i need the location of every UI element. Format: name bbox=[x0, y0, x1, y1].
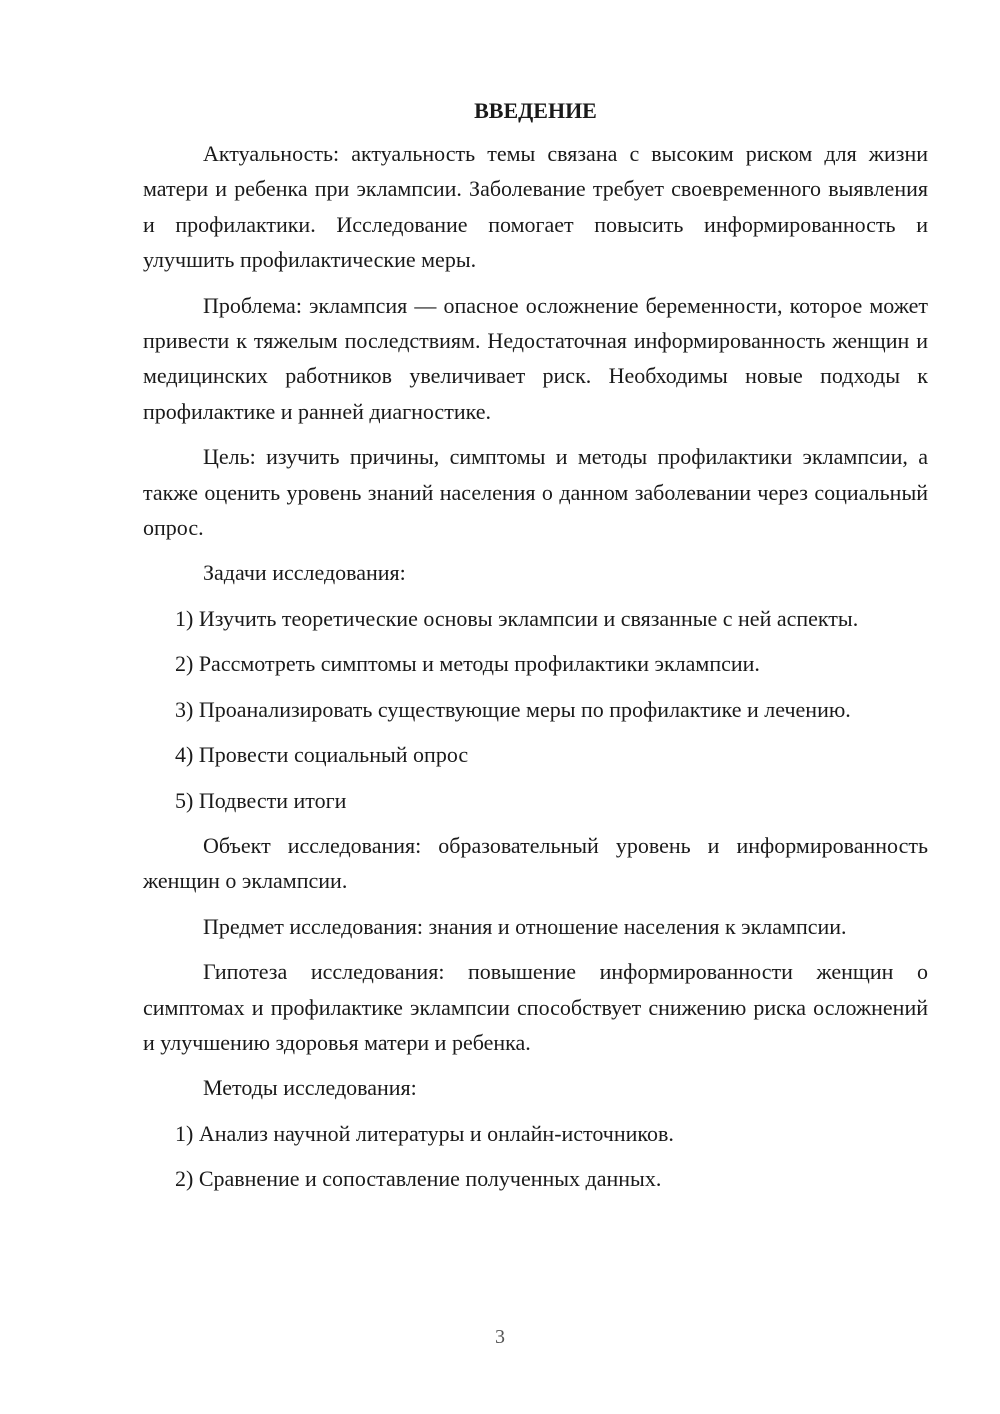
page-number: 3 bbox=[495, 1326, 505, 1348]
task-item-4: 4) Провести социальный опрос bbox=[175, 742, 469, 768]
paragraph-goal: Цель: изучить причины, симптомы и методы профилактики эклампсии, а также оценить уровень знаний населения о данном заболевании через социальный опрос. bbox=[143, 444, 928, 541]
paragraph-subject: Предмет исследования: знания и отношение населения к эклампсии. bbox=[203, 913, 847, 939]
paragraph-relevance: Актуальность: актуальность темы связана с высоким риском для жизни матери и ребенка при эклампсии. Заболевание требует своевременного выявления и профилактики. Исследование помогает повысить информированность и улучшить профилактические меры. bbox=[143, 141, 928, 273]
task-item-1: 1) Изучить теоретические основы эклампсии и связанные с ней аспекты. bbox=[175, 605, 859, 631]
task-item-2: 2) Рассмотреть симптомы и методы профилактики эклампсии. bbox=[175, 651, 760, 677]
task-item-5: 5) Подвести итоги bbox=[175, 787, 347, 813]
task-item-3: 3) Проанализировать существующие меры по профилактике и лечению. bbox=[175, 696, 851, 722]
paragraph-object: Объект исследования: образовательный уровень и информированность женщин о эклампсии. bbox=[143, 832, 928, 894]
section-title: ВВЕДЕНИЕ bbox=[474, 98, 597, 123]
paragraph-tasks-heading: Задачи исследования: bbox=[203, 560, 406, 586]
paragraph-hypothesis: Гипотеза исследования: повышение информированности женщин о симптомах и профилактике эклампсии способствует снижению риска осложнений и улучшению здоровья матери и ребенка. bbox=[143, 959, 928, 1055]
method-item-1: 1) Анализ научной литературы и онлайн-источников. bbox=[175, 1120, 674, 1146]
paragraph-methods-heading: Методы исследования: bbox=[203, 1075, 417, 1101]
document-page bbox=[143, 96, 928, 1197]
method-item-2: 2) Сравнение и сопоставление полученных данных. bbox=[175, 1166, 662, 1192]
paragraph-problem: Проблема: эклампсия — опасное осложнение беременности, которое может привести к тяжелым последствиям. Недостаточная информированность женщин и медицинских работников увеличивает риск. Необходимы новые подходы к профилактике и ранней диагностике. bbox=[143, 292, 928, 424]
